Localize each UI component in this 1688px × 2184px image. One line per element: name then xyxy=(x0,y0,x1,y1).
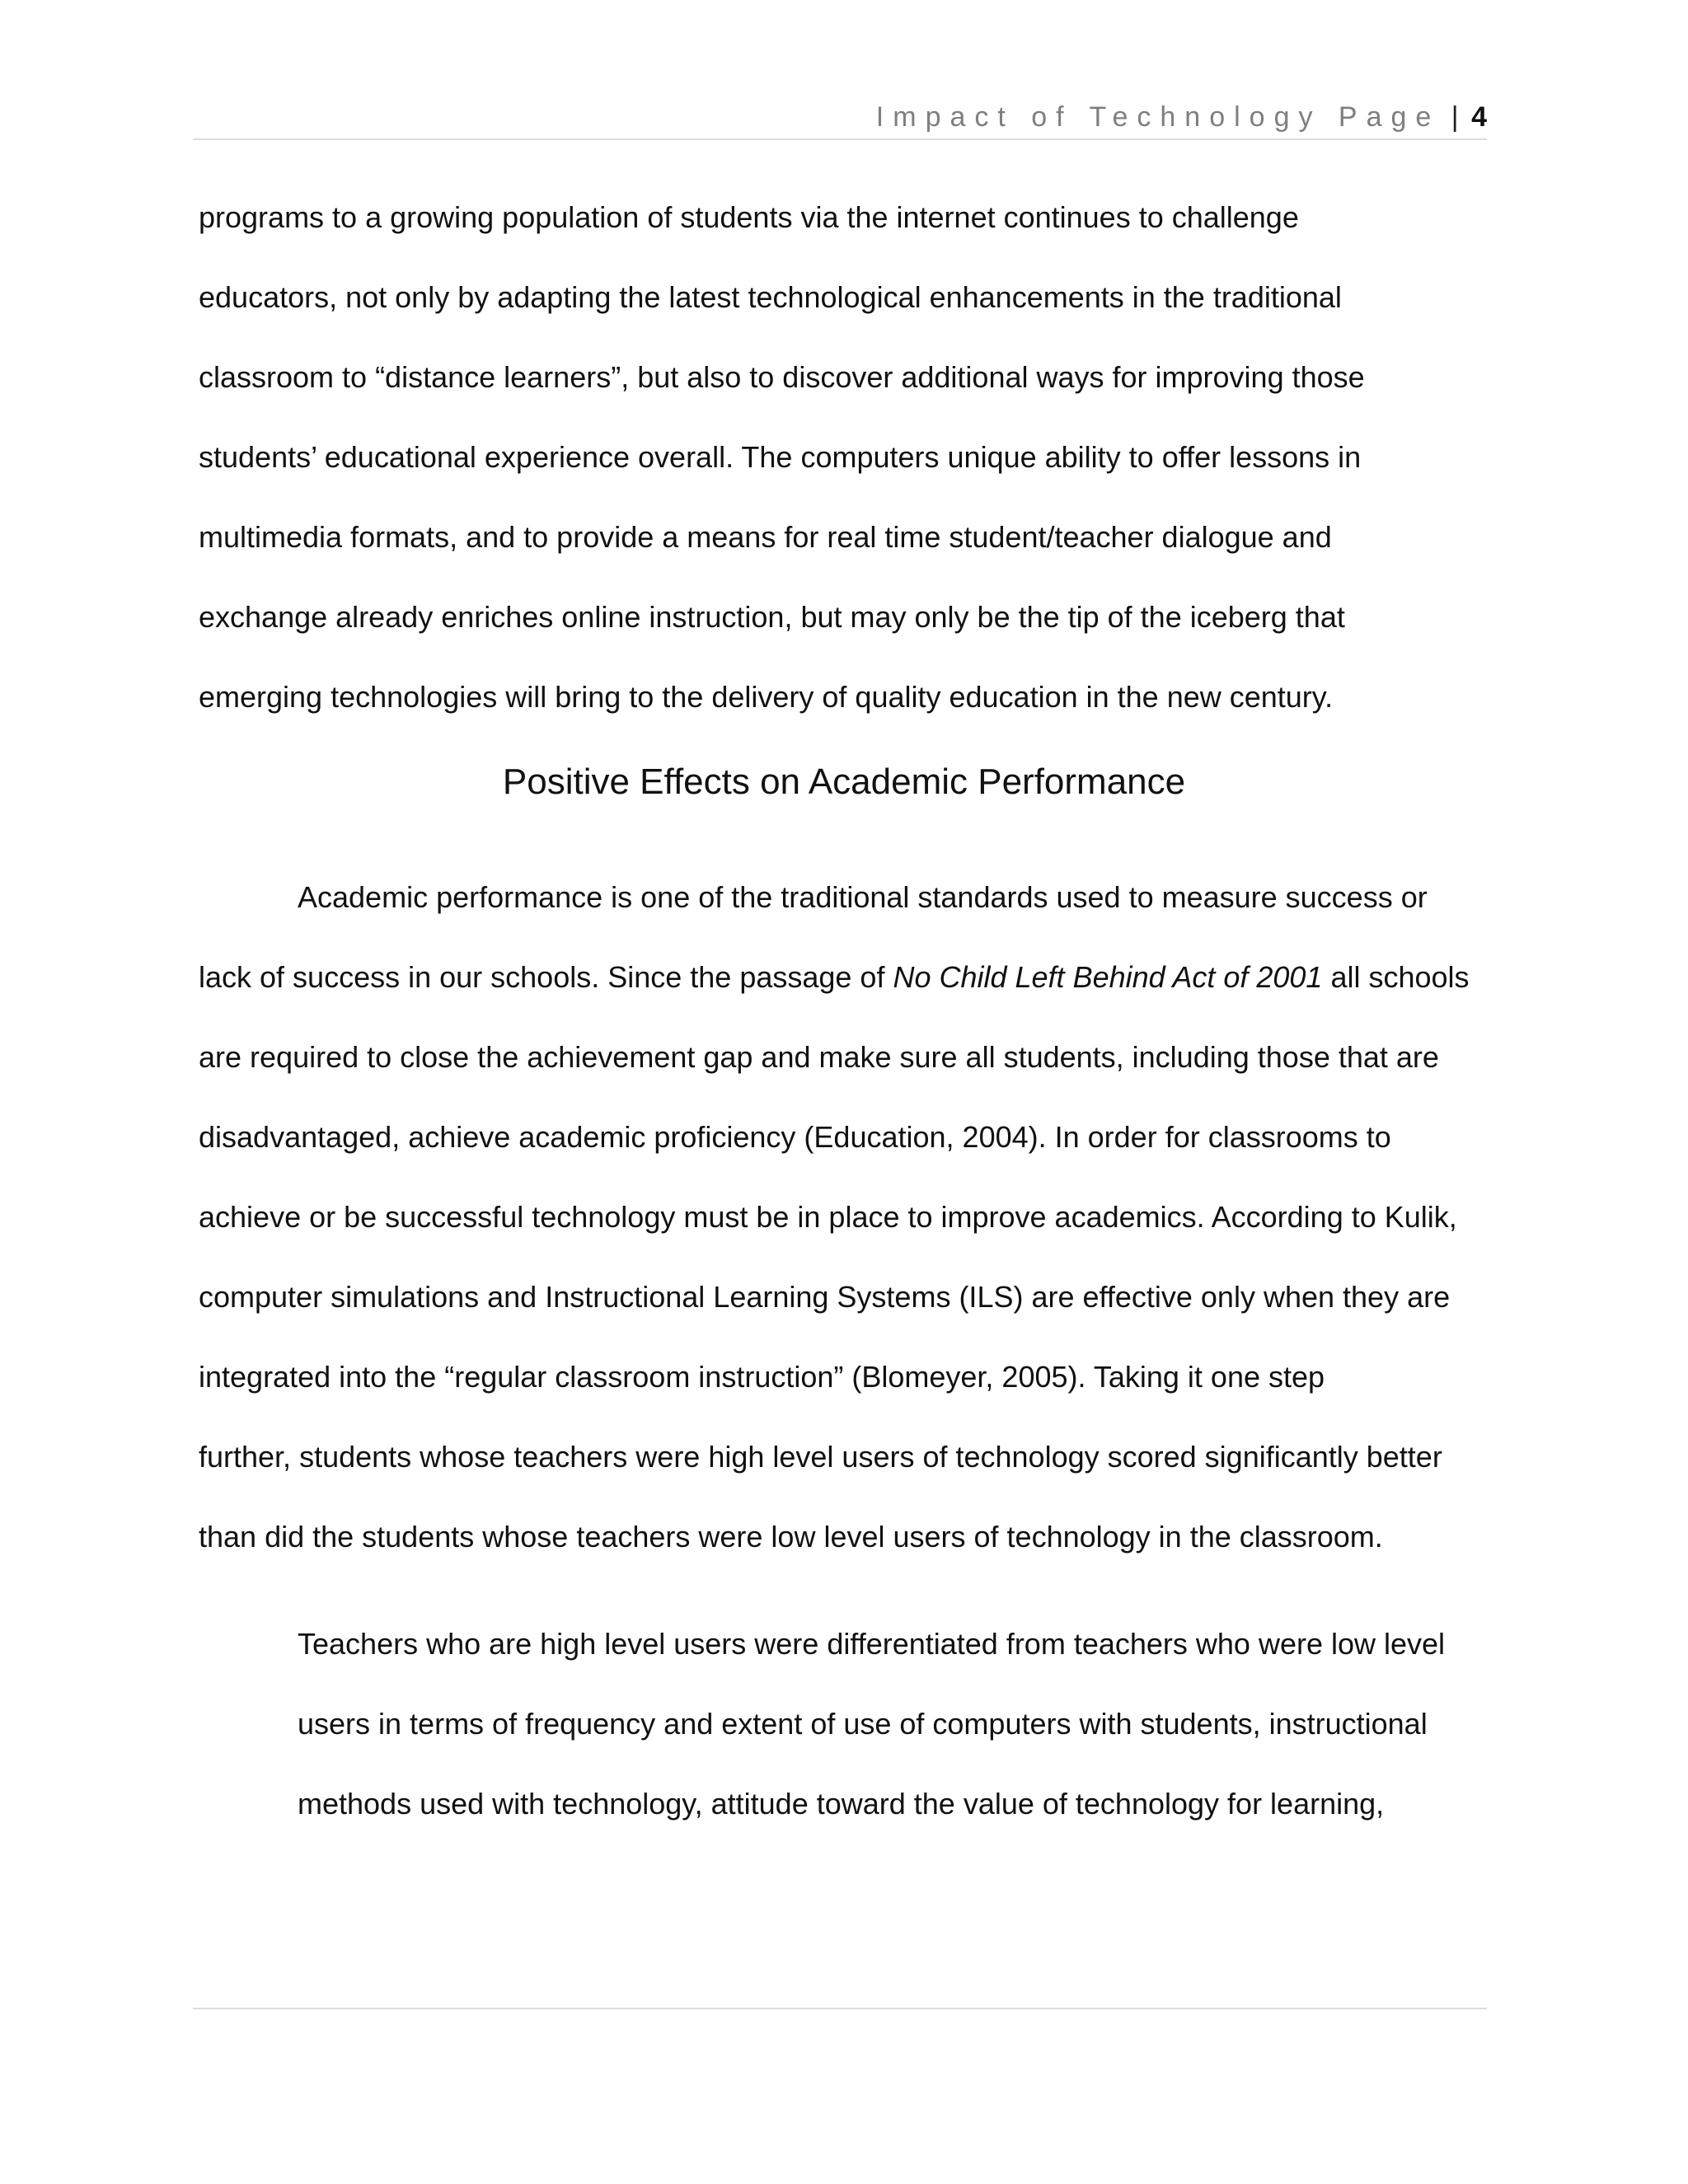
body-line: educators, not only by adapting the latest technological enhancements in the traditional xyxy=(199,280,1342,314)
header-rule xyxy=(193,138,1487,140)
body-line: students’ educational experience overall. The computers unique ability to offer lessons in xyxy=(199,440,1362,474)
page-number: 4 xyxy=(1471,101,1487,133)
body-line: multimedia formats, and to provide a means for real time student/teacher dialogue and xyxy=(199,520,1332,554)
body-line: achieve or be successful technology must be in place to improve academics. According to Kulik, xyxy=(199,1200,1457,1234)
body-line-with-citation xyxy=(199,957,1470,998)
body-line: further, students whose teachers were high level users of technology scored significantly better xyxy=(199,1440,1442,1474)
body-line: emerging technologies will bring to the delivery of quality education in the new century. xyxy=(199,680,1334,714)
page-header xyxy=(193,97,1487,137)
footer-rule xyxy=(193,2008,1487,2009)
body-text: lack of success in our schools. Since the passage of xyxy=(199,960,893,994)
section-heading: Positive Effects on Academic Performance xyxy=(502,762,1186,802)
body-line: disadvantaged, achieve academic proficiency (Education, 2004). In order for classrooms to xyxy=(199,1120,1391,1154)
block-quote-line: Teachers who are high level users were differentiated from teachers who were low level xyxy=(298,1627,1446,1661)
block-quote-line: methods used with technology, attitude toward the value of technology for learning, xyxy=(298,1787,1385,1821)
body-line: exchange already enriches online instruction, but may only be the tip of the iceberg that xyxy=(199,600,1345,634)
header-title: Impact of Technology Page xyxy=(875,101,1441,133)
body-line: programs to a growing population of students via the internet continues to challenge xyxy=(199,200,1299,234)
body-line: integrated into the “regular classroom instruction” (Blomeyer, 2005). Taking it one step xyxy=(199,1360,1325,1394)
body-line: are required to close the achievement gap and make sure all students, including those that are xyxy=(199,1040,1439,1074)
body-line: computer simulations and Instructional Learning Systems (ILS) are effective only when they are xyxy=(199,1280,1451,1314)
block-quote-line: users in terms of frequency and extent of use of computers with students, instructional xyxy=(298,1707,1428,1741)
body-line: Academic performance is one of the traditional standards used to measure success or xyxy=(298,880,1428,914)
body-text: all schools xyxy=(1322,960,1470,994)
act-title-italic: No Child Left Behind Act of 2001 xyxy=(893,960,1323,994)
header-separator: | xyxy=(1451,101,1459,133)
body-line: classroom to “distance learners”, but also to discover additional ways for improving those xyxy=(199,360,1365,394)
body-line: than did the students whose teachers were low level users of technology in the classroom. xyxy=(199,1520,1383,1554)
